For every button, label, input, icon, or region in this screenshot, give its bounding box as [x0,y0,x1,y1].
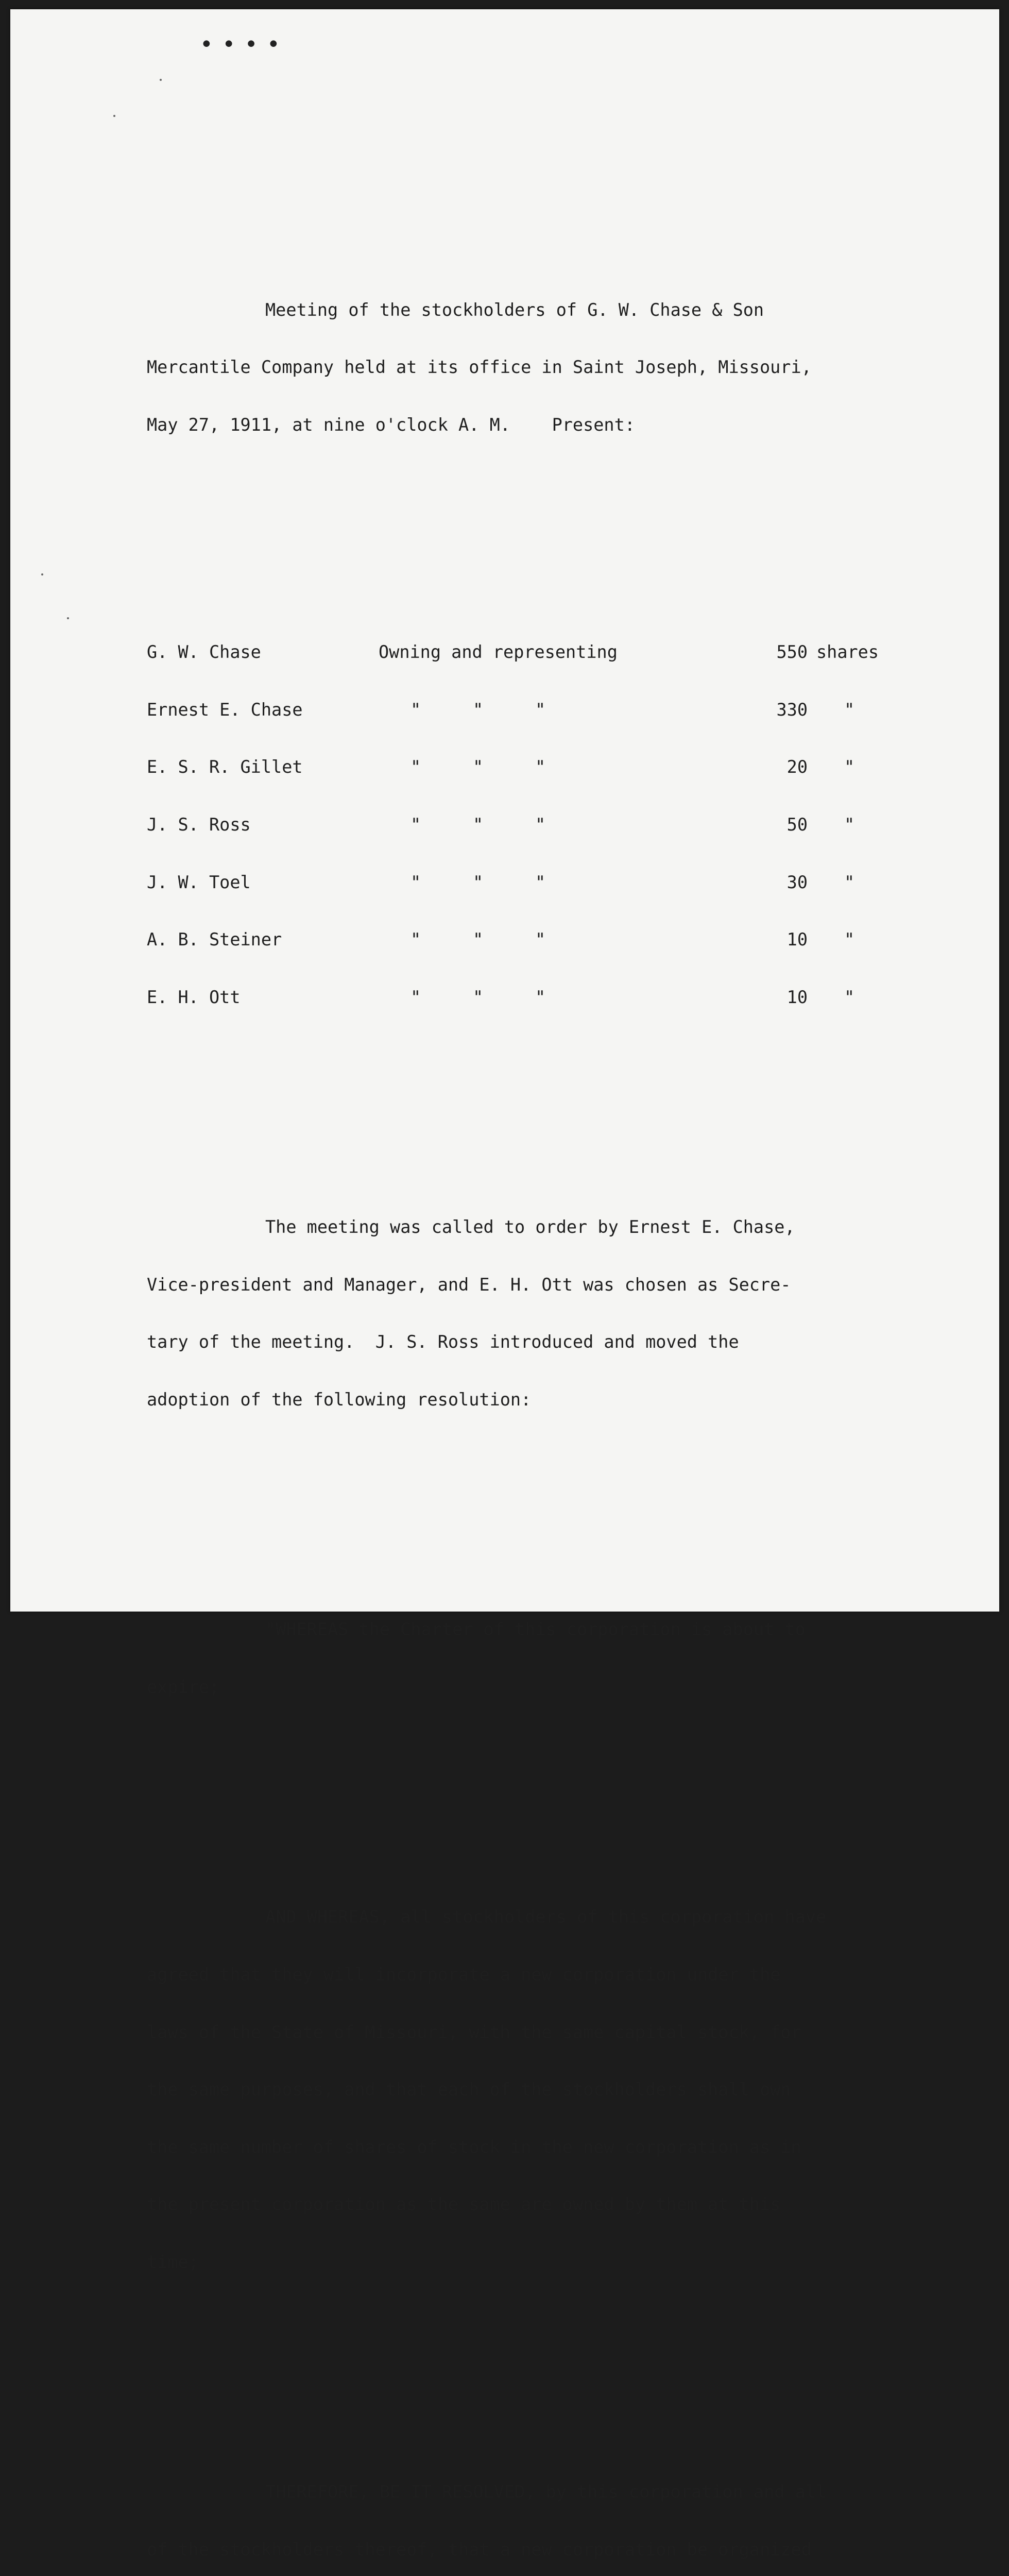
ditto-marks: " " " [411,987,546,1007]
document-page [10,9,999,2560]
ink-speck [113,115,115,117]
text-line: Vice-president and Manager, and E. H. Ott was chosen as Secre- [147,1274,791,1295]
stockholder-name: Ernest E. Chase [147,699,303,720]
text-line: "WHEREAS the Charter of this corporation is about to [265,1619,806,1640]
ditto-marks: " " " [411,929,546,950]
intro-paragraph [147,262,909,472]
text-line: laws of the State of Missouri, with the same capital stock, for [147,2022,801,2042]
text-line: Mercantile Company held at its office in Saint Joseph, Missouri, [147,357,812,378]
share-unit: " [844,699,855,720]
header-marks: • • • • [201,34,279,55]
share-count: 10 [786,987,808,1007]
stockholder-name: E. S. R. Gillet [147,757,303,777]
share-unit: " [844,815,855,835]
share-count: 330 [776,699,808,720]
stockholder-name: J. W. Toel [147,872,251,892]
share-unit: " [844,872,855,892]
ditto-marks: " " " [411,815,546,835]
text-line: adoption of the following resolution: [147,1389,532,1410]
stockholder-row [147,642,909,662]
stockholder-row [147,815,909,834]
share-unit: " [844,929,855,950]
ink-speck [41,573,43,575]
stockholder-row [147,988,909,1007]
document-body [147,224,909,2576]
text-line: THEREFORE, BE IT RESOLVED, by this corporation and all [265,2482,827,2502]
stockholder-row [147,757,909,776]
text-line: the present corporation as the same are owned by them at this [147,2194,781,2215]
ink-speck [160,79,162,81]
text-line: the same number of shares of stock in the new corporation as in [147,2137,801,2157]
stockholder-name: E. H. Ott [147,987,241,1007]
text-line: agreed that they will incorporate a new corporation under the [147,1964,781,1985]
stockholder-table [147,604,909,1045]
text-line: of the stockholders thereof, that a new corporation be organized [147,2539,812,2560]
whereas-paragraph [147,1582,909,1735]
ditto-marks: " " " [411,757,546,777]
share-unit: shares [816,642,879,663]
text-line: the same purposes, and that each of the stockholders shall own [147,2079,791,2100]
text-line: The meeting was called to order by Ernest E. Chase, [265,1217,795,1238]
text-line: AND WHEREAS, all stockholders of this corporation have [265,1907,827,1927]
stockholder-row [147,873,909,892]
holding-text: Owning and representing [379,642,618,663]
ditto-marks: " " " [411,699,546,720]
text-line: time; [147,2251,199,2272]
text-line: May 27, 1911, at nine o'clock A. M. Present: [147,415,635,435]
share-count: 550 [776,642,808,663]
share-count: 50 [786,815,808,835]
call-to-order-paragraph [147,1179,909,1448]
stockholder-name: J. S. Ross [147,815,251,835]
text-line: tary of the meeting. J. S. Ross introduced and moved the [147,1332,739,1352]
ditto-marks: " " " [411,872,546,892]
stockholder-row [147,930,909,949]
text-line: Meeting of the stockholders of G. W. Chase & Son [265,299,764,320]
share-count: 10 [786,929,808,950]
ink-speck [67,617,69,619]
stockholder-name: G. W. Chase [147,642,261,663]
share-count: 20 [786,757,808,777]
stockholder-name: A. B. Steiner [147,929,282,950]
share-count: 30 [786,872,808,892]
resolved-paragraph [147,2444,909,2576]
stockholder-row [147,700,909,719]
text-line: expire; [147,1676,220,1697]
and-whereas-paragraph [147,1869,909,2310]
share-unit: " [844,757,855,777]
share-unit: " [844,987,855,1007]
